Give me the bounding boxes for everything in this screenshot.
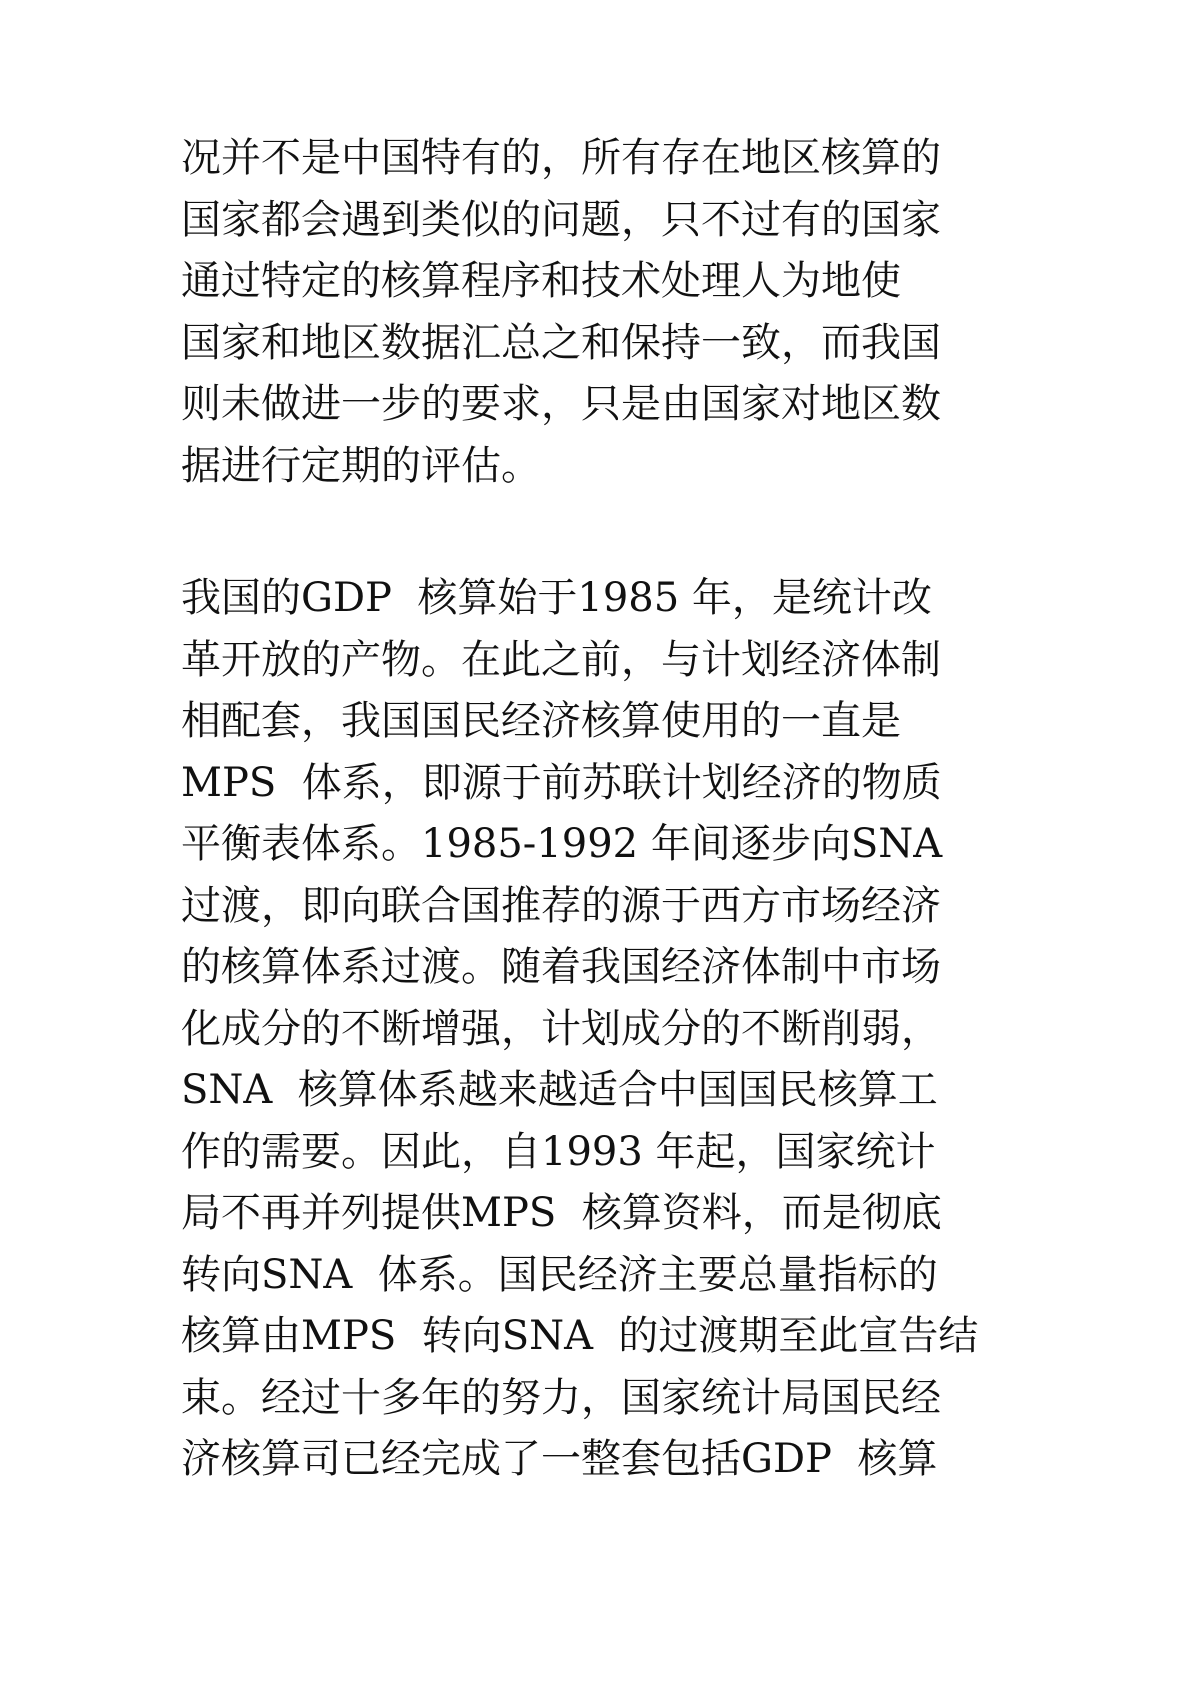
paragraph-line: 作的需要。因此，自1993 年起，国家统计 <box>181 1128 936 1175</box>
paragraph-line: 我国的GDP 核算始于1985 年，是统计改 <box>181 575 932 621</box>
paragraph-line: SNA 核算体系越来越适合中国国民核算工 <box>181 1067 938 1113</box>
paragraph-line: 化成分的不断增强，计划成分的不断削弱， <box>181 1005 941 1052</box>
paragraph-2 <box>181 568 1021 1491</box>
paragraph-line: 转向SNA 体系。国民经济主要总量指标的 <box>181 1251 938 1298</box>
paragraph-line: 的核算体系过渡。随着我国经济体制中市场 <box>181 944 941 990</box>
paragraph-1 <box>181 128 1021 497</box>
paragraph-line: MPS 体系，即源于前苏联计划经济的物质 <box>181 759 942 806</box>
paragraph-line: 况并不是中国特有的，所有存在地区核算的 <box>181 135 941 181</box>
paragraph-line: 平衡表体系。1985-1992 年间逐步向SNA <box>181 821 943 867</box>
paragraph-line: 束。经过十多年的努力，国家统计局国民经 <box>181 1374 941 1421</box>
paragraph-line: 国家都会遇到类似的问题，只不过有的国家 <box>181 196 941 243</box>
paragraph-line: 则未做进一步的要求，只是由国家对地区数 <box>181 381 941 427</box>
paragraph-line: 过渡，即向联合国推荐的源于西方市场经济 <box>181 882 941 929</box>
paragraph-line: 济核算司已经完成了一整套包括GDP 核算 <box>181 1436 938 1482</box>
paragraph-line: 国家和地区数据汇总之和保持一致，而我国 <box>181 319 941 366</box>
paragraph-line: 局不再并列提供MPS 核算资料，而是彻底 <box>181 1190 942 1236</box>
paragraph-line: 通过特定的核算程序和技术处理人为地使 <box>181 258 901 304</box>
paragraph-line: 革开放的产物。在此之前，与计划经济体制 <box>181 636 941 683</box>
paragraph-line: 据进行定期的评估。 <box>181 442 541 489</box>
paragraph-line: 核算由MPS 转向SNA 的过渡期至此宣告结 <box>181 1313 979 1359</box>
paragraph-line: 相配套，我国国民经济核算使用的一直是 <box>181 698 901 744</box>
